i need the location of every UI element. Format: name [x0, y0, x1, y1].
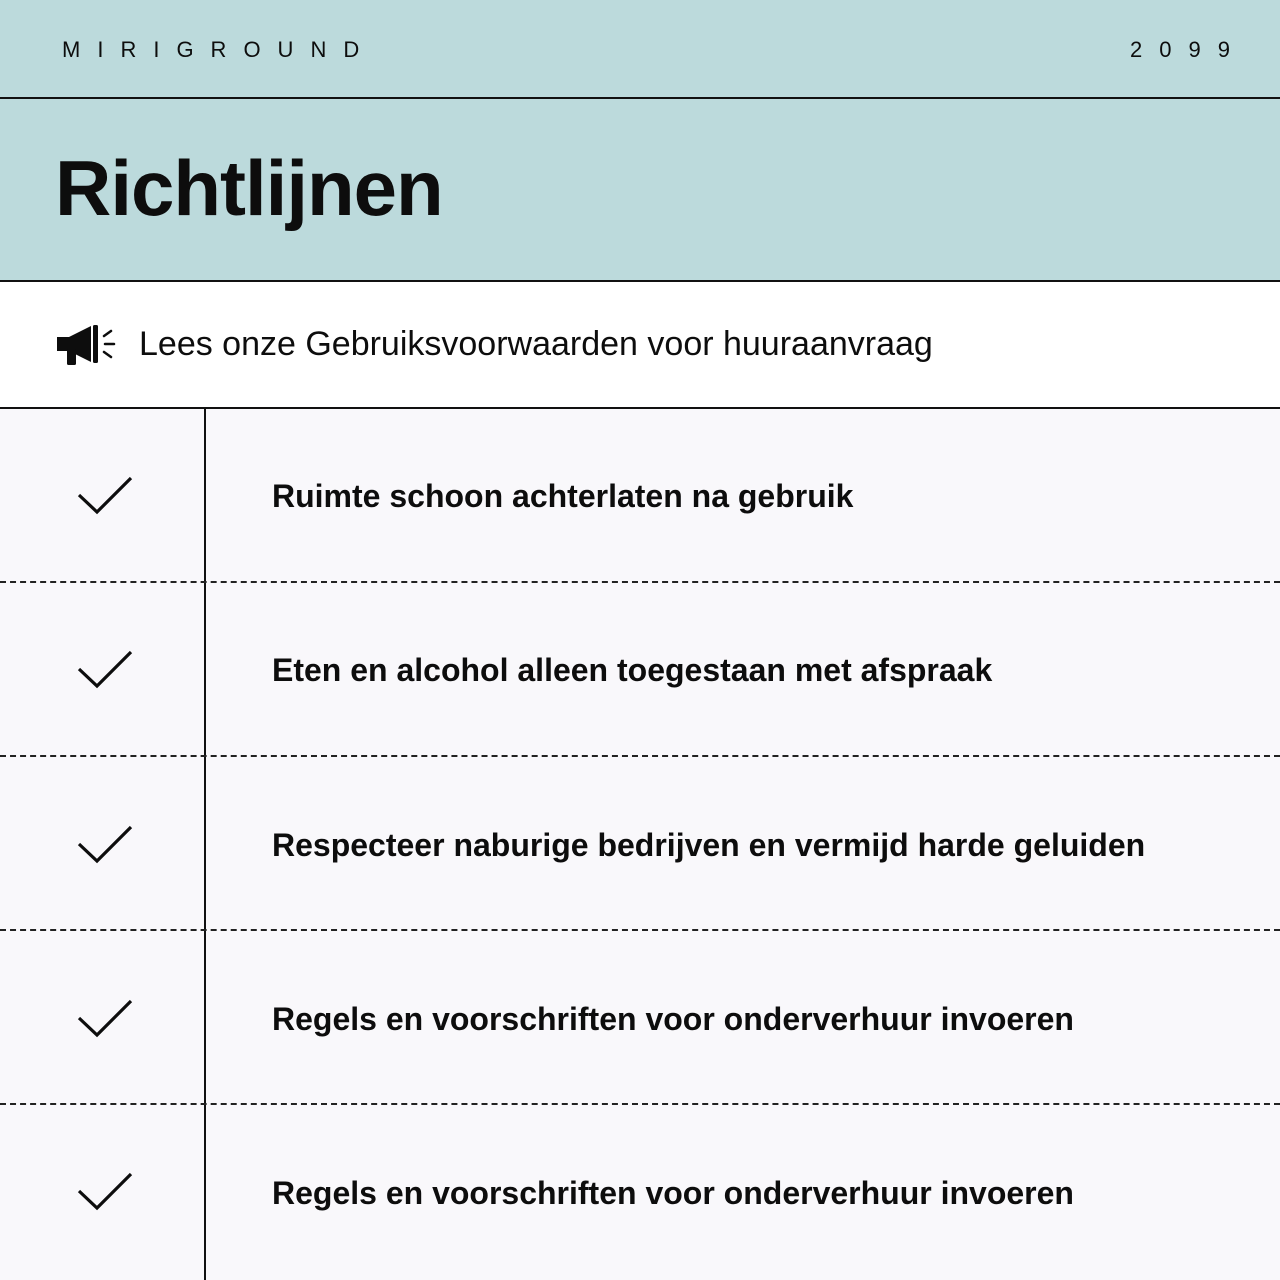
list-item — [0, 757, 1280, 931]
list-item — [0, 931, 1280, 1105]
check-icon — [77, 824, 133, 864]
rule-text: Regels en voorschriften voor onderverhuur invoeren — [272, 1001, 1074, 1037]
notice-banner[interactable] — [0, 282, 1280, 409]
top-bar — [0, 0, 1280, 99]
rule-text: Regels en voorschriften voor onderverhuur invoeren — [272, 1175, 1074, 1211]
rule-text: Eten en alcohol alleen toegestaan met afspraak — [272, 652, 993, 688]
rule-text: Respecteer naburige bedrijven en vermijd harde geluiden — [272, 827, 1146, 863]
rules-list — [0, 409, 1280, 1280]
list-item — [0, 409, 1280, 583]
notice-text[interactable]: Lees onze Gebruiksvoorwaarden voor huuraanvraag — [139, 325, 933, 363]
check-icon — [77, 649, 133, 689]
rule-text: Ruimte schoon achterlaten na gebruik — [272, 478, 854, 514]
check-icon — [77, 998, 133, 1038]
year-label: 2099 — [1130, 37, 1247, 62]
brand-name: MIRIGROUND — [62, 37, 377, 62]
list-item — [0, 583, 1280, 757]
megaphone-icon — [55, 323, 117, 367]
check-icon — [77, 1171, 133, 1211]
list-item — [0, 1105, 1280, 1280]
title-bar — [0, 99, 1280, 282]
check-icon — [77, 475, 133, 515]
page-title: Richtlijnen — [55, 144, 443, 232]
